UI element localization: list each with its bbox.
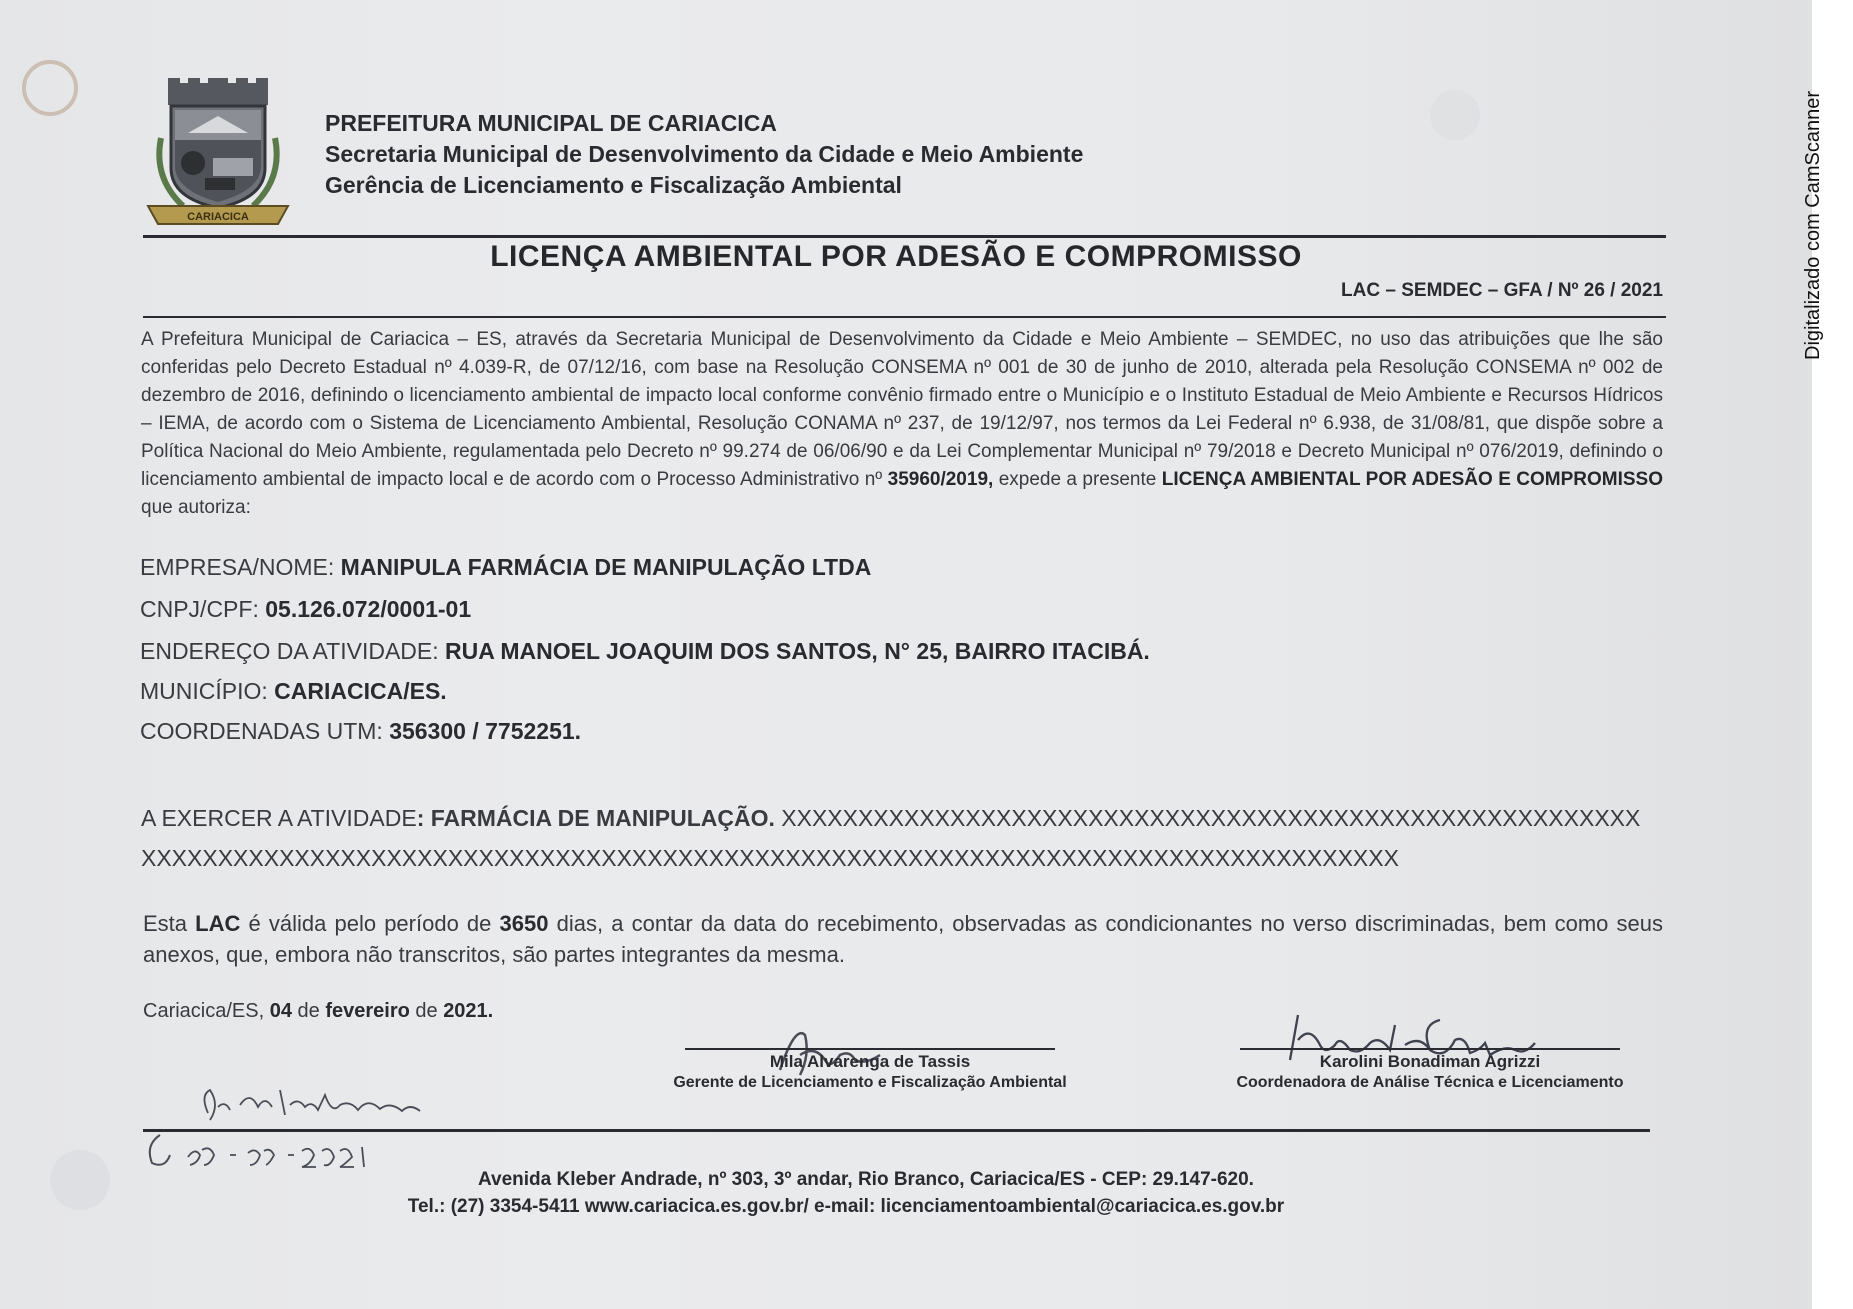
signature-block-coordinator xyxy=(1210,1048,1650,1094)
org-department: Gerência de Licenciamento e Fiscalização Ambiental xyxy=(325,172,902,198)
paper-stain xyxy=(22,60,78,116)
field-utm-coordinates: COORDENADAS UTM: 356300 / 7752251. xyxy=(140,718,582,744)
signatory-role: Gerente de Licenciamento e Fiscalização Ambiental xyxy=(673,1074,1067,1091)
signature-block-manager xyxy=(660,1048,1080,1094)
footer-contact xyxy=(0,1166,1812,1220)
activity-block: A EXERCER A ATIVIDADE: FARMÁCIA DE MANIPULAÇÃO. XXXXXXXXXXXXXXXXXXXXXXXXXXXXXXXXXXXXXXXXXXXXXXXXXXXXXXXX XXXXXXXXXXXXXXXXXXXXXXXXXXXXXXXXXXXXXXXXXXXXXXXXXXXXXXXXXXXXXXXXXXXXXXXXXXXXXXXXXX xyxy=(141,805,1641,871)
footer-divider xyxy=(143,1129,1650,1132)
letterhead xyxy=(143,78,1663,228)
signatory-name: Karolini Bonadiman Agrizzi xyxy=(1319,1052,1541,1071)
footer-address: Avenida Kleber Andrade, nº 303, 3º andar, Rio Branco, Cariacica/ES - CEP: 29.147-620. xyxy=(478,1169,1254,1190)
org-secretariat: Secretaria Municipal de Desenvolvimento da Cidade e Meio Ambiente xyxy=(325,141,1084,167)
crest-label: CARIACICA xyxy=(187,211,249,223)
process-number: 35960/2019, xyxy=(887,469,994,490)
municipal-crest-icon xyxy=(143,78,293,228)
signatory-name: Mila Alvarenga de Tassis xyxy=(769,1052,971,1071)
organization-lines xyxy=(325,108,1083,201)
header-divider xyxy=(143,235,1666,238)
title-divider xyxy=(143,316,1666,318)
document-number: LAC – SEMDEC – GFA / Nº 26 / 2021 xyxy=(1341,280,1663,301)
footer-contact-line: Tel.: (27) 3354-5411 www.cariacica.es.gov.br/ e-mail: licenciamentoambiental@cariacica.es.gov.br xyxy=(407,1196,1285,1217)
field-company: EMPRESA/NOME: MANIPULA FARMÁCIA DE MANIPULAÇÃO LTDA xyxy=(140,554,872,580)
validity-paragraph: Esta LAC é válida pelo período de 3650 dias, a contar da data do recebimento, observadas as condicionantes no verso discriminadas, bem como seus anexos, que, embora não transcritos, são partes integrantes da mesma. xyxy=(143,911,1664,967)
issue-date: Cariacica/ES, 04 de fevereiro de 2021. xyxy=(143,1000,494,1022)
field-municipality: MUNICÍPIO: CARIACICA/ES. xyxy=(140,678,447,704)
preamble-paragraph: A Prefeitura Municipal de Cariacica – ES, através da Secretaria Municipal de Desenvolvimento da Cidade e Meio Ambiente – SEMDEC, no uso das atribuições que lhe são conferidas pelo Decreto Estadual nº 4.039-R, de 07/12/16, com base na Resolução CONSEMA nº 001 de 30 de junho de 2010, alterada pela Resolução CONSEMA nº 002 de dezembro de 2016, definindo o licenciamento ambiental de impacto local conforme convênio firmado entre o Município e o Instituto Estadual de Meio Ambiente e Recursos Hídricos – IEMA, de acordo com o Sistema de Licenciamento Ambiental, Resolução CONAMA nº 237, de 19/12/97, nos termos da Lei Federal nº 6.938, de 31/08/81, que dispõe sobre a Política Nacional do Meio Ambiente, regulamentada pelo Decreto nº 99.274 de 06/06/90 e da Lei Complementar Municipal nº 79/2018 e Decreto Municipal nº 076/2019, definindo o licenciamento ambiental de impacto local e de acordo com o Processo Administrativo nº 35960/2019, expede a presente LICENÇA AMBIENTAL POR ADESÃO E COMPROMISSO que autoriza: xyxy=(141,329,1663,518)
document-title: LICENÇA AMBIENTAL POR ADESÃO E COMPROMISSO xyxy=(490,240,1302,273)
field-cnpj: CNPJ/CPF: 05.126.072/0001-01 xyxy=(140,596,472,622)
scanner-watermark: Digitalizado com CamScanner xyxy=(1802,90,1824,360)
license-name: LICENÇA AMBIENTAL POR ADESÃO E COMPROMISSO xyxy=(1161,469,1663,490)
field-address: ENDEREÇO DA ATIVIDADE: RUA MANOEL JOAQUIM DOS SANTOS, N° 25, BAIRRO ITACIBÁ. xyxy=(140,638,1150,664)
org-name: PREFEITURA MUNICIPAL DE CARIACICA xyxy=(325,110,777,136)
signatory-role: Coordenadora de Análise Técnica e Licenciamento xyxy=(1236,1074,1624,1091)
